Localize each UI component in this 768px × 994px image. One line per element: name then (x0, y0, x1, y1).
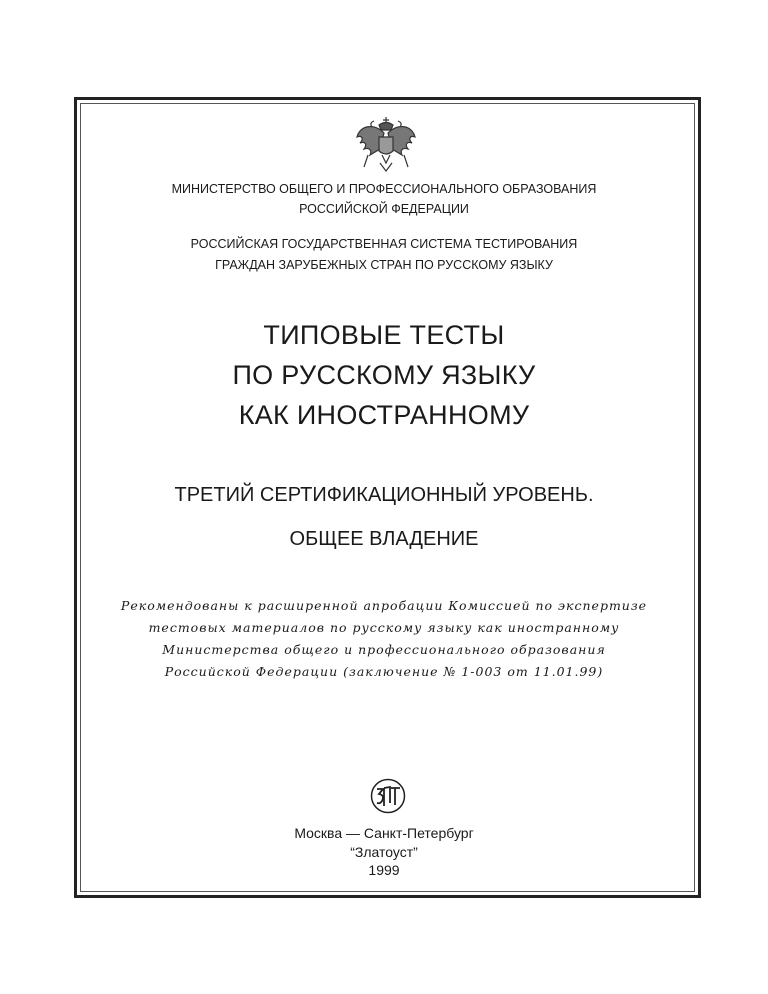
system-line-1: РОССИЙСКАЯ ГОСУДАРСТВЕННАЯ СИСТЕМА ТЕСТИРОВАНИЯ (190, 237, 578, 251)
ministry-line-1: МИНИСТЕРСТВО ОБЩЕГО И ПРОФЕССИОНАЛЬНОГО ОБРАЗОВАНИЯ (171, 182, 597, 196)
ministry-line-2: РОССИЙСКОЙ ФЕДЕРАЦИИ (299, 202, 469, 216)
recommendation-line-4: Российской Федерации (заключение № 1-003 от 11.01.99) (164, 664, 604, 679)
coat-of-arms-emblem-icon (354, 115, 418, 173)
zlatoust-logo-icon (370, 778, 406, 814)
title-line-1: ТИПОВЫЕ ТЕСТЫ (263, 320, 505, 350)
publisher-city: Москва — Санкт-Петербург (294, 825, 474, 841)
recommendation-line-1: Рекомендованы к расширенной апробации Комиссией по экспертизе (120, 598, 648, 613)
recommendation-line-3: Министерства общего и профессионального образования (162, 642, 606, 657)
publisher-name: “Златоуст” (350, 844, 418, 860)
subtitle-line-1: ТРЕТИЙ СЕРТИФИКАЦИОННЫЙ УРОВЕНЬ. (174, 484, 594, 506)
title-line-2: ПО РУССКОМУ ЯЗЫКУ (232, 360, 536, 390)
title-line-3: КАК ИНОСТРАННОМУ (238, 400, 530, 430)
system-line-2: ГРАЖДАН ЗАРУБЕЖНЫХ СТРАН ПО РУССКОМУ ЯЗЫКУ (215, 258, 553, 272)
publication-year: 1999 (368, 862, 400, 878)
recommendation-line-2: тестовых материалов по русскому языку как иностранному (148, 620, 620, 635)
subtitle-line-2: ОБЩЕЕ ВЛАДЕНИЕ (289, 528, 479, 550)
